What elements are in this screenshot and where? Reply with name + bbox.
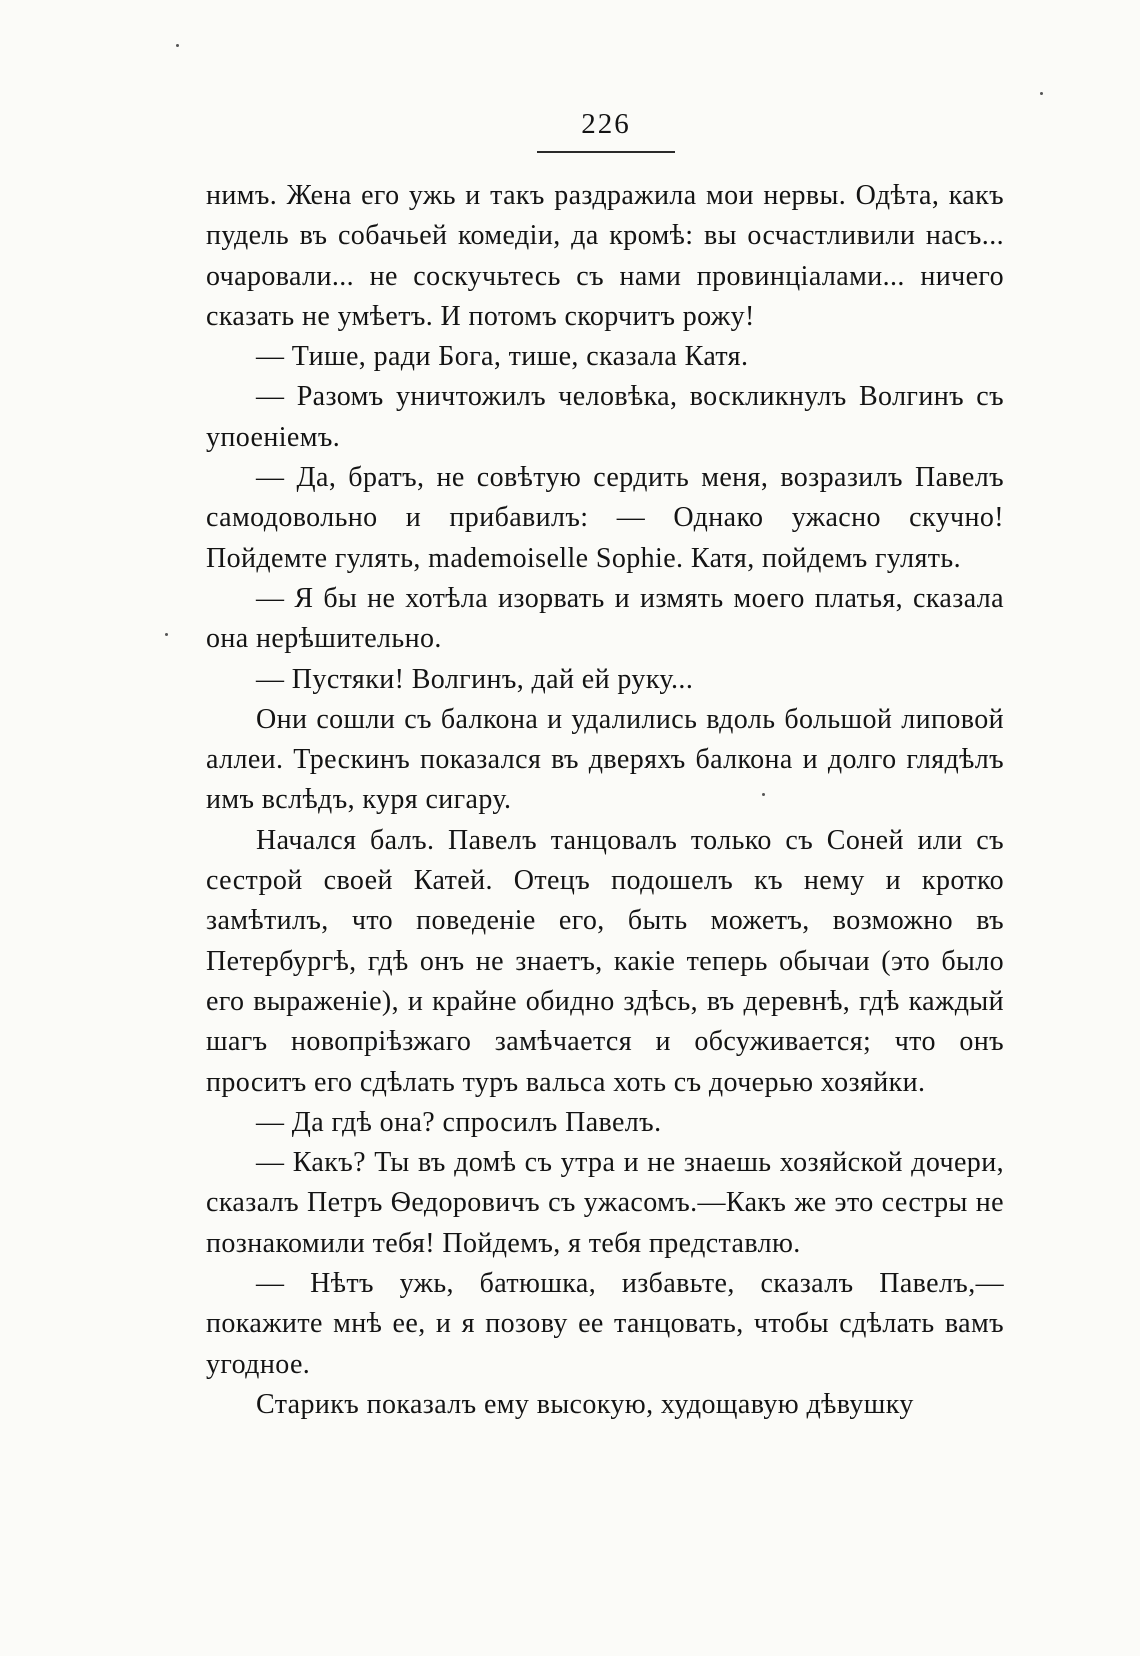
paragraph: Начался балъ. Павелъ танцовалъ только съ Соней или съ сестрой своей Катей. Отецъ подошелъ къ нему и кротко замѣтилъ, что поведеніе его, быть можетъ, возможно въ Петербургѣ, гдѣ онъ не знаетъ, какіе теперь обычаи (это было его выраженіе), и крайне обидно здѣсь, въ деревнѣ, гдѣ каждый шагъ новопріѣзжаго замѣчается и обсуживается; что онъ проситъ его сдѣлать туръ вальса хоть съ дочерью хозяйки. xyxy=(206,824,1004,1098)
print-speck xyxy=(165,633,168,636)
paragraph: — Я бы не хотѣла изорвать и измять моего платья, сказала она нерѣшительно. xyxy=(206,582,1004,655)
paragraph: — Да гдѣ она? спросилъ Павелъ. xyxy=(256,1106,662,1138)
page-number: 226 xyxy=(537,108,675,153)
print-speck xyxy=(762,793,765,796)
paragraph: Старикъ показалъ ему высокую, худощавую дѣвушку xyxy=(256,1388,914,1420)
paragraph: — Разомъ уничтожилъ человѣка, воскликнулъ Волгинъ съ упоеніемъ. xyxy=(206,381,1004,453)
paragraph: нимъ. Жена его ужь и такъ раздражила мои нервы. Одѣта, какъ пудель въ собачьей комедіи, да кромѣ: вы осчастливили насъ... очаровали... не соскучьтесь съ нами провинціалами... ничего сказать не умѣетъ. И потомъ скорчитъ рожу! xyxy=(206,180,1004,332)
body-text xyxy=(206,176,1004,1425)
paragraph: — Какъ? Ты въ домѣ съ утра и не знаешь хозяйской дочери, сказалъ Петръ Ѳедоровичъ съ ужасомъ.—Какъ же это сестры не познакомили тебя! Пойдемъ, я тебя представлю. xyxy=(206,1147,1004,1259)
paragraph: — Нѣтъ ужь, батюшка, избавьте, сказалъ Павелъ,— покажите мнѣ ее, и я позову ее танцовать, чтобы сдѣлать вамъ угодное. xyxy=(206,1268,1004,1380)
print-speck xyxy=(1040,92,1043,95)
paragraph: Они сошли съ балкона и удалились вдоль большой липовой аллеи. Трескинъ показался въ дверяхъ балкона и долго глядѣлъ имъ вслѣдъ, куря сигару. xyxy=(206,703,1004,816)
paragraph: — Да, братъ, не совѣтую сердить меня, возразилъ Павелъ самодовольно и прибавилъ: — Однако ужасно скучно! Пойдемте гулять, mademoiselle Sophie. Катя, пойдемъ гулять. xyxy=(206,462,1004,574)
paragraph: — Пустяки! Волгинъ, дай ей руку... xyxy=(256,663,694,695)
print-speck xyxy=(176,44,179,47)
paragraph: — Тише, ради Бога, тише, сказала Катя. xyxy=(256,341,749,373)
